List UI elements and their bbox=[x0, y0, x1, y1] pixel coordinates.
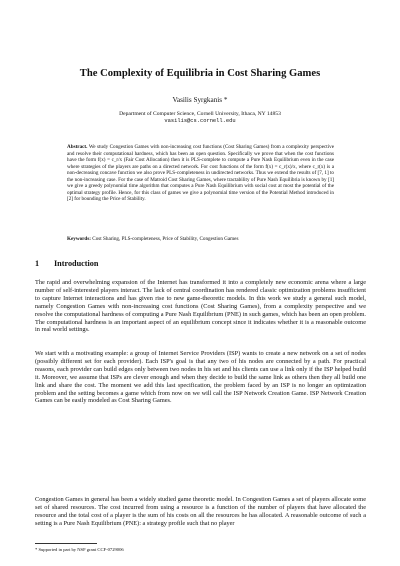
abstract-text: We study Congestion Games with non-increasing cost functions (Cost Sharing Games) from a complexity perspective and resolve their computational hardness, which has been an open question. Specifically we prove that when the cost functions have the form f(x) = c_r/x (Fair Cost Allocation) then it is PLS-complete to compute a Pure Nash Equilibrium even in the case where strategies of the players are paths on a directed network. For cost functions of the form f(x) = c_r(x)/x, where c_r(x) is a non-decreasing concave function we also prove PLS-completeness in undirected networks. Thus we extend the results of [7, 1] to the non-increasing case. For the case of Matroid Cost Sharing Games, where tractability of Pure Nash Equilibria is known by [1] we give a greedy polynomial time algorithm that computes a Pure Nash Equilibrium with social cost at most the potential of the optimal strategy profile. Hence, for this class of games we give a polynomial time version of the Potential Method introduced in [2] for bounding the Price of Stability. bbox=[67, 144, 334, 203]
section-title: Introduction bbox=[54, 259, 99, 268]
author-affiliation: Department of Computer Science, Cornell University, Ithaca, NY 14853 bbox=[119, 111, 281, 117]
keywords-label: Keywords: bbox=[67, 236, 91, 242]
intro-paragraph-3: Congestion Games in general has been a widely studied game theoretic model. In Congestion Games a set of players allocate some set of shared resources. The cost incurred from using a resource is a function of the number of players that have allocated the resource and the total cost of a player is the sum of his costs on all the resources he has allocated. A reasonable outcome of such a setting is a Pure Nash Equilibrium (PNE): a strategy profile such that no player bbox=[35, 496, 366, 527]
abstract bbox=[67, 144, 334, 203]
footnote-rule bbox=[35, 543, 97, 544]
section-heading bbox=[35, 259, 98, 269]
footnote: * Supported in part by NSF grant CCF-0729006 bbox=[35, 547, 124, 552]
intro-paragraph-2: We start with a motivating example: a group of Internet Service Providers (ISP) wants to create a new network on a set of nodes (possibly different set for each provider). Each ISP's goal is that any two of his nodes are connected by a path. For practical reasons, each provider can build edges only between two nodes in his set and his clients can use a link only if the ISP helped build it. Moreover, we assume that ISPs are clever enough and when they decide to build the same link as others then they all build one link and share the cost. The moment we add this last specification, the problem faced by an ISP is no longer an optimization problem and the setting becomes a game which from now on we will call the ISP Network Creation Game. ISP Network Creation Games can be easily modeled as Cost Sharing Games. bbox=[35, 350, 366, 405]
author-name: Vasilis Syrgkanis * bbox=[172, 96, 228, 104]
intro-paragraph-1: The rapid and overwhelming expansion of the Internet has transformed it into a completely new economic arena where a large number of self-interested players interact. The lack of central coordination has rendered classic optimization problems insufficient to capture Internet interactions and has given rise to new game-theoretic models. In this work we study a general such model, namely Congestion Games with non-increasing cost functions (Cost Sharing Games), from a complexity perspective and we resolve the computational hardness of computing a Pure Nash Equilibrium (PNE) in such games, which has been an open problem. The computational hardness is an important aspect of an equilibrium concept since it indicates whether it is a reasonable outcome in real world settings. bbox=[35, 279, 366, 334]
paper-title: The Complexity of Equilibria in Cost Sharing Games bbox=[79, 68, 321, 79]
author-email: vasilis@cs.cornell.edu bbox=[164, 118, 236, 124]
keywords bbox=[67, 236, 334, 243]
abstract-label: Abstract. bbox=[67, 144, 88, 150]
section-number: 1 bbox=[35, 259, 40, 268]
keywords-text: Cost Sharing, PLS-completeness, Price of Stability, Congestion Games bbox=[92, 236, 239, 242]
